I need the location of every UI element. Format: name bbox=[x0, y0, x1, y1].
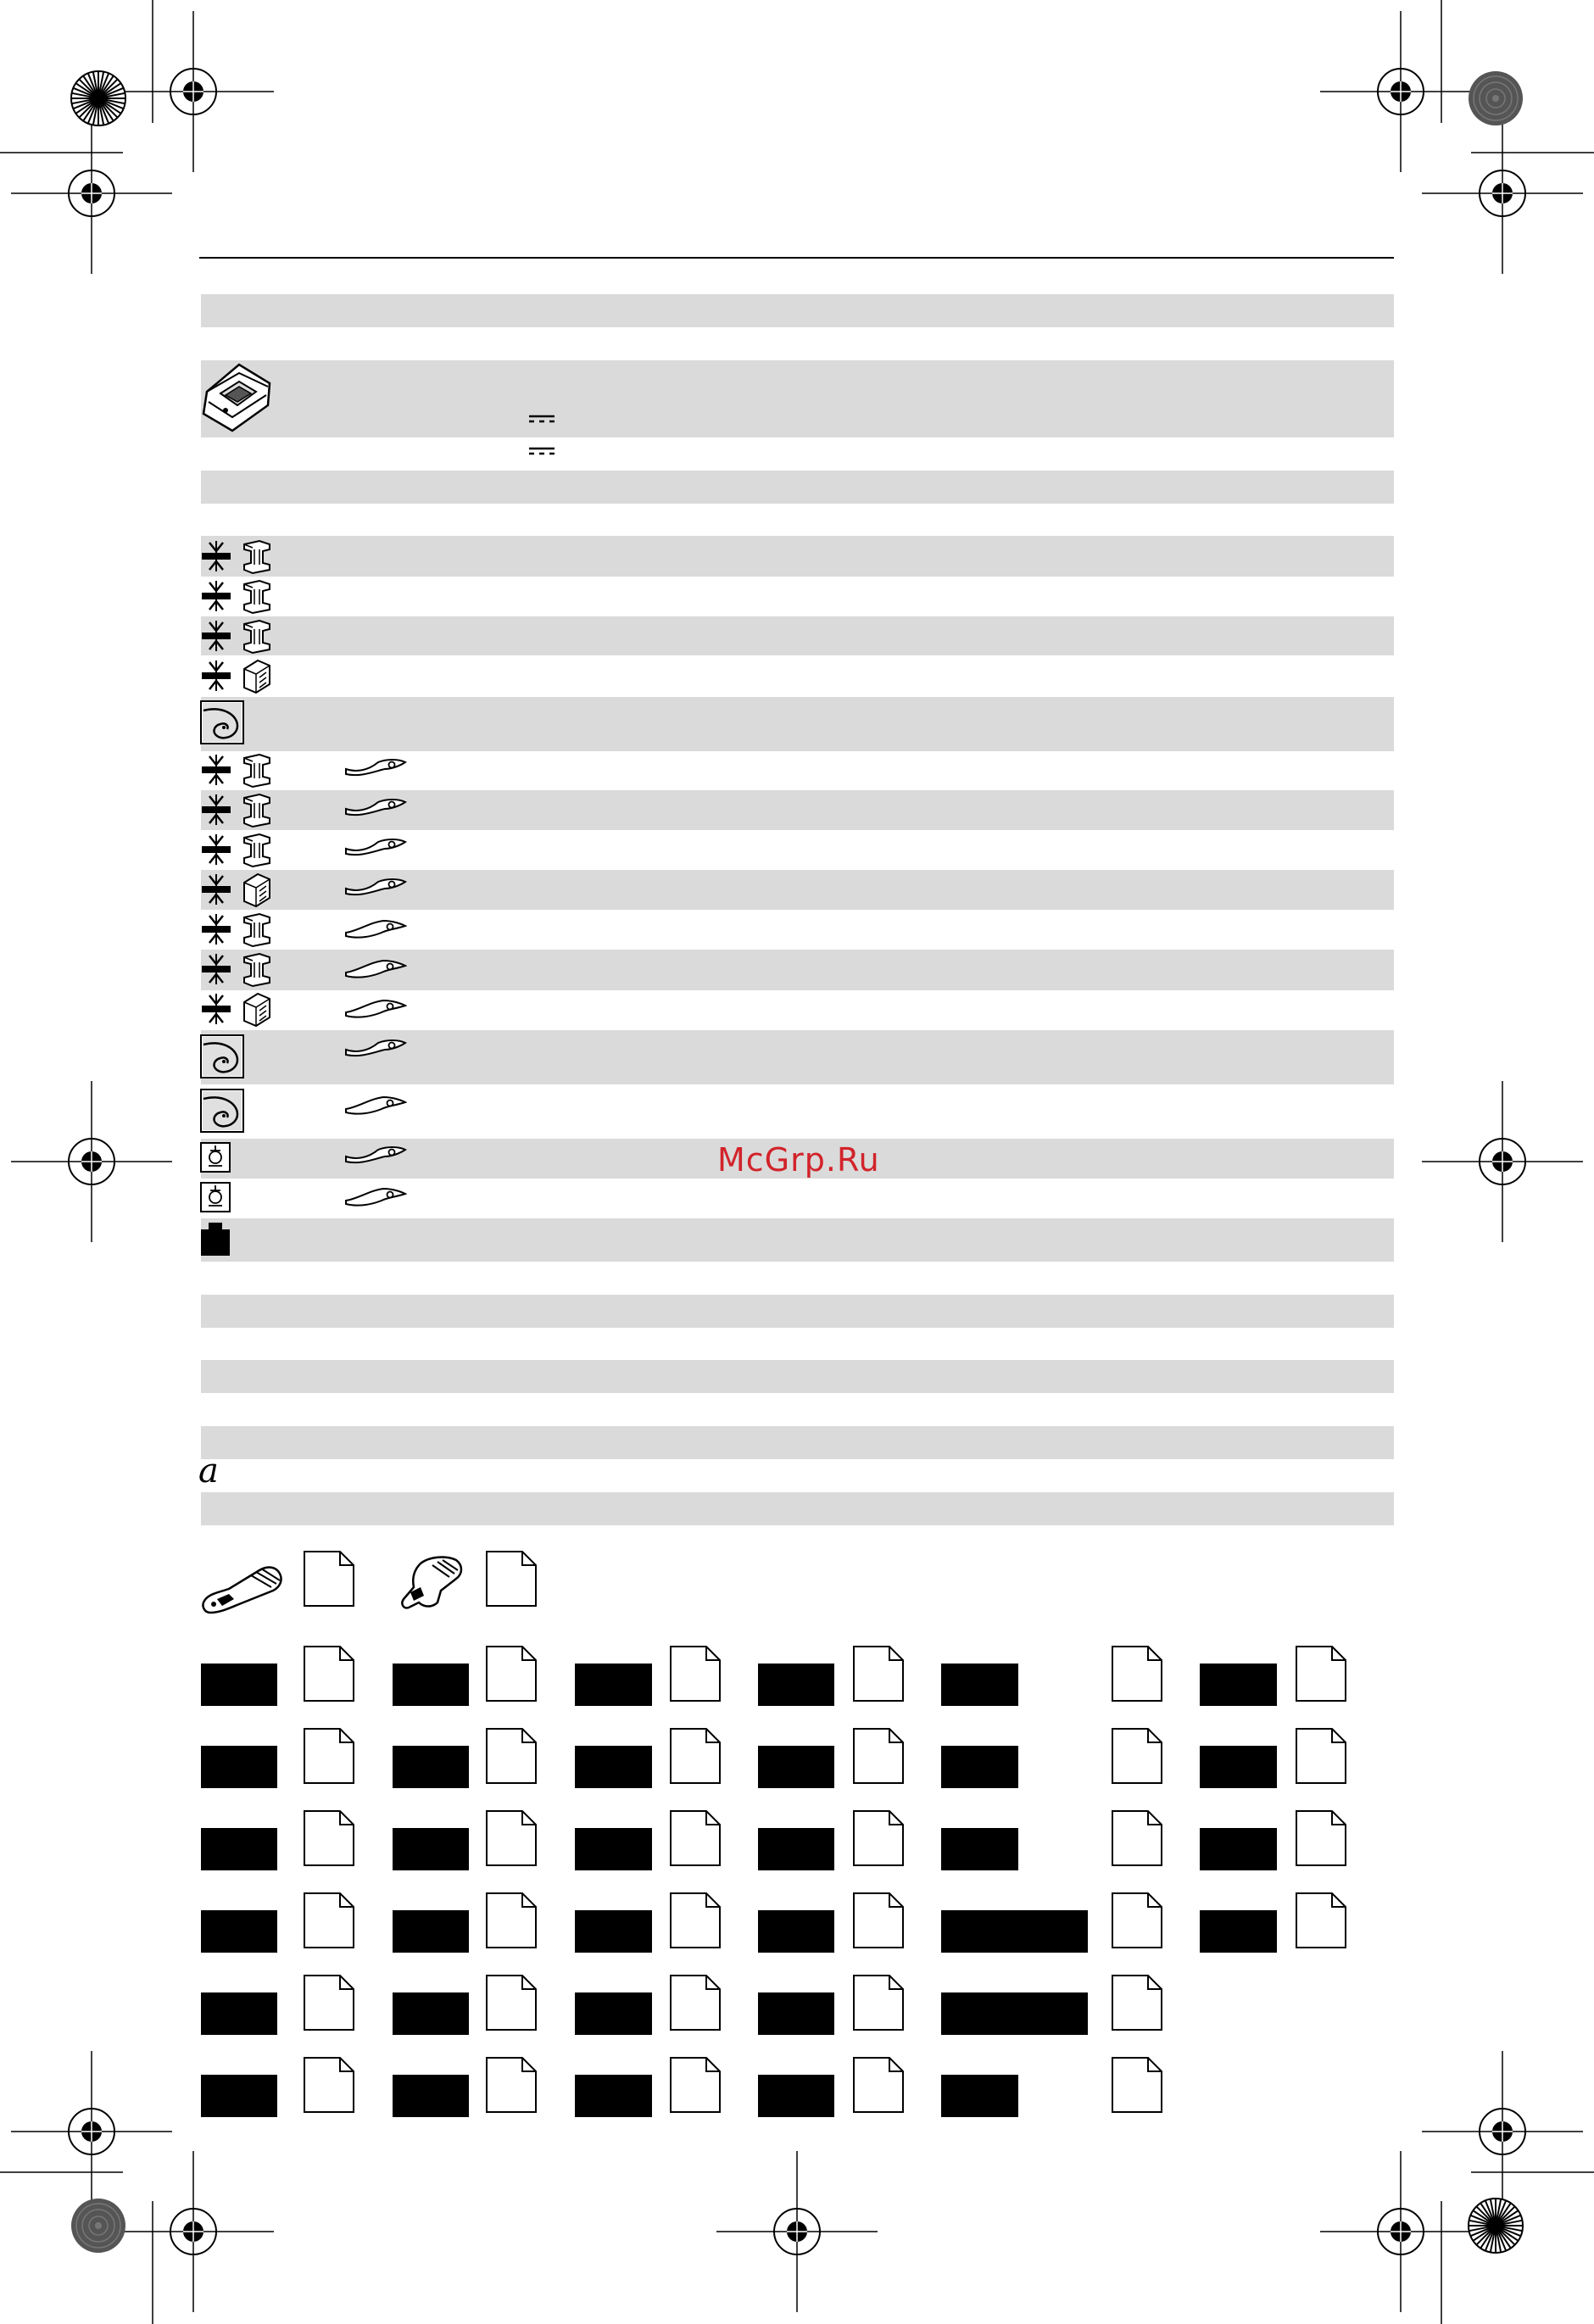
part-label-block bbox=[393, 1992, 469, 2035]
stroke-rate-icon bbox=[200, 1142, 231, 1173]
document-page-icon bbox=[852, 1892, 905, 1949]
part-label-block-wide bbox=[941, 1910, 1088, 1953]
table-row-shaded bbox=[201, 294, 1394, 327]
part-label-block bbox=[201, 1910, 277, 1953]
table-row-shaded bbox=[201, 1360, 1394, 1393]
part-label-block bbox=[941, 1828, 1018, 1870]
document-page-icon bbox=[669, 1974, 722, 2031]
document-page-icon bbox=[1111, 1974, 1163, 2031]
cutting-blade-icon bbox=[344, 1094, 407, 1117]
document-page-icon bbox=[485, 1645, 538, 1703]
part-label-block bbox=[575, 2075, 652, 2117]
table-row-shaded bbox=[201, 1492, 1394, 1525]
cutting-blade-icon bbox=[344, 757, 407, 781]
part-label-block bbox=[201, 1992, 277, 2035]
document-page-icon bbox=[669, 1727, 722, 1785]
table-row-shaded bbox=[201, 360, 1394, 437]
part-label-block bbox=[758, 2075, 834, 2117]
document-page-icon bbox=[669, 1645, 722, 1703]
document-page-icon bbox=[1295, 1727, 1347, 1785]
document-page-icon bbox=[1295, 1809, 1347, 1867]
document-page-icon bbox=[1111, 1809, 1163, 1867]
document-page-icon bbox=[485, 1892, 538, 1949]
document-page-icon bbox=[485, 1727, 538, 1785]
part-label-block bbox=[393, 1828, 469, 1870]
part-label-block bbox=[758, 1992, 834, 2035]
document-page-icon bbox=[852, 2056, 905, 2114]
document-page-icon bbox=[303, 1645, 355, 1703]
part-label-block bbox=[941, 1664, 1018, 1706]
document-page-icon bbox=[1295, 1645, 1347, 1703]
document-page-icon bbox=[485, 2056, 538, 2114]
dc-current-icon bbox=[527, 414, 556, 424]
part-label-block bbox=[758, 1746, 834, 1788]
table-row-shaded bbox=[201, 616, 1394, 655]
document-page-icon bbox=[1111, 1645, 1163, 1703]
document-page-icon bbox=[303, 1550, 355, 1608]
document-page-icon bbox=[485, 1809, 538, 1867]
part-label-block bbox=[575, 1664, 652, 1706]
document-page-icon bbox=[303, 1892, 355, 1949]
part-label-block bbox=[575, 1746, 652, 1788]
cut-thickness-icon bbox=[201, 539, 231, 573]
table-row-shaded bbox=[201, 1426, 1394, 1459]
document-page-icon bbox=[852, 1727, 905, 1785]
document-page-icon bbox=[1111, 1892, 1163, 1949]
document-page-icon bbox=[669, 1809, 722, 1867]
part-label-block bbox=[201, 1828, 277, 1870]
part-label-block bbox=[575, 1910, 652, 1953]
cutting-blade-icon bbox=[344, 917, 407, 941]
document-page-icon bbox=[485, 1550, 538, 1608]
aluminium-sheet-icon bbox=[241, 992, 271, 1028]
document-page-icon bbox=[669, 1892, 722, 1949]
document-page-icon bbox=[669, 2056, 722, 2114]
cutting-blade-icon bbox=[344, 1185, 407, 1209]
cutting-blade-icon bbox=[344, 1038, 407, 1062]
cutting-blade-icon bbox=[344, 877, 407, 900]
table-row-shaded bbox=[201, 536, 1394, 577]
symbol-alpha: a bbox=[198, 1452, 219, 1491]
document-page-icon bbox=[485, 1974, 538, 2031]
part-label-block bbox=[201, 1664, 277, 1706]
part-label-block bbox=[758, 1664, 834, 1706]
header-rule bbox=[199, 257, 1394, 259]
cutting-blade-icon bbox=[344, 957, 407, 981]
stroke-rate-icon bbox=[200, 1182, 231, 1212]
table-row-shaded bbox=[201, 1295, 1394, 1328]
dc-current-icon bbox=[527, 446, 556, 456]
curve-radius-icon bbox=[200, 1089, 244, 1133]
nibbler-tool-icon bbox=[395, 1553, 465, 1618]
document-page-icon bbox=[303, 1974, 355, 2031]
steel-sheet-icon bbox=[241, 912, 271, 948]
cut-thickness-icon bbox=[201, 952, 231, 986]
part-label-block bbox=[758, 1910, 834, 1953]
part-label-block bbox=[393, 1746, 469, 1788]
steel-sheet-icon bbox=[241, 952, 271, 988]
document-page-icon bbox=[852, 1974, 905, 2031]
part-label-block bbox=[201, 2075, 277, 2117]
aluminium-sheet-icon bbox=[241, 659, 271, 694]
watermark-text: McGrp.Ru bbox=[717, 1141, 880, 1179]
cut-thickness-icon bbox=[201, 619, 231, 653]
aluminium-sheet-icon bbox=[241, 872, 271, 908]
part-label-block bbox=[575, 1992, 652, 2035]
document-page-icon bbox=[852, 1809, 905, 1867]
battery-charger-icon bbox=[200, 361, 273, 432]
steel-sheet-icon bbox=[241, 793, 271, 828]
cutting-blade-icon bbox=[344, 997, 407, 1021]
part-label-block bbox=[1200, 1746, 1277, 1788]
part-label-block bbox=[393, 2075, 469, 2117]
curve-radius-icon bbox=[200, 1034, 244, 1078]
weight-icon bbox=[200, 1221, 231, 1257]
part-label-block bbox=[941, 1746, 1018, 1788]
steel-sheet-icon bbox=[241, 539, 271, 575]
part-label-block bbox=[575, 1828, 652, 1870]
cut-thickness-icon bbox=[201, 793, 231, 827]
cut-thickness-icon bbox=[201, 659, 231, 693]
document-page-icon bbox=[303, 1809, 355, 1867]
document-page-icon bbox=[303, 2056, 355, 2114]
steel-sheet-icon bbox=[241, 579, 271, 615]
document-page-icon bbox=[1295, 1892, 1347, 1949]
table-row-shaded bbox=[201, 471, 1394, 504]
part-label-block-wide bbox=[941, 1992, 1088, 2035]
cutting-blade-icon bbox=[344, 797, 407, 821]
steel-sheet-icon bbox=[241, 619, 271, 655]
steel-sheet-icon bbox=[241, 753, 271, 789]
part-label-block bbox=[758, 1828, 834, 1870]
cut-thickness-icon bbox=[201, 833, 231, 867]
steel-sheet-icon bbox=[241, 833, 271, 868]
part-label-block bbox=[1200, 1910, 1277, 1953]
cut-thickness-icon bbox=[201, 912, 231, 946]
document-page-icon bbox=[1111, 1727, 1163, 1785]
part-label-block bbox=[1200, 1664, 1277, 1706]
cut-thickness-icon bbox=[201, 579, 231, 613]
cutting-blade-icon bbox=[344, 1145, 407, 1168]
part-label-block bbox=[393, 1910, 469, 1953]
cut-thickness-icon bbox=[201, 992, 231, 1026]
cutting-blade-icon bbox=[344, 837, 407, 861]
shear-tool-icon bbox=[200, 1555, 285, 1616]
part-label-block bbox=[393, 1664, 469, 1706]
part-label-block bbox=[201, 1746, 277, 1788]
part-label-block bbox=[1200, 1828, 1277, 1870]
document-page-icon bbox=[852, 1645, 905, 1703]
document-page-icon bbox=[303, 1727, 355, 1785]
curve-radius-icon bbox=[200, 700, 244, 744]
cut-thickness-icon bbox=[201, 872, 231, 906]
table-row-shaded bbox=[201, 697, 1394, 751]
table-row-shaded bbox=[201, 1218, 1394, 1262]
part-label-block bbox=[941, 2075, 1018, 2117]
cut-thickness-icon bbox=[201, 753, 231, 787]
document-page-icon bbox=[1111, 2056, 1163, 2114]
